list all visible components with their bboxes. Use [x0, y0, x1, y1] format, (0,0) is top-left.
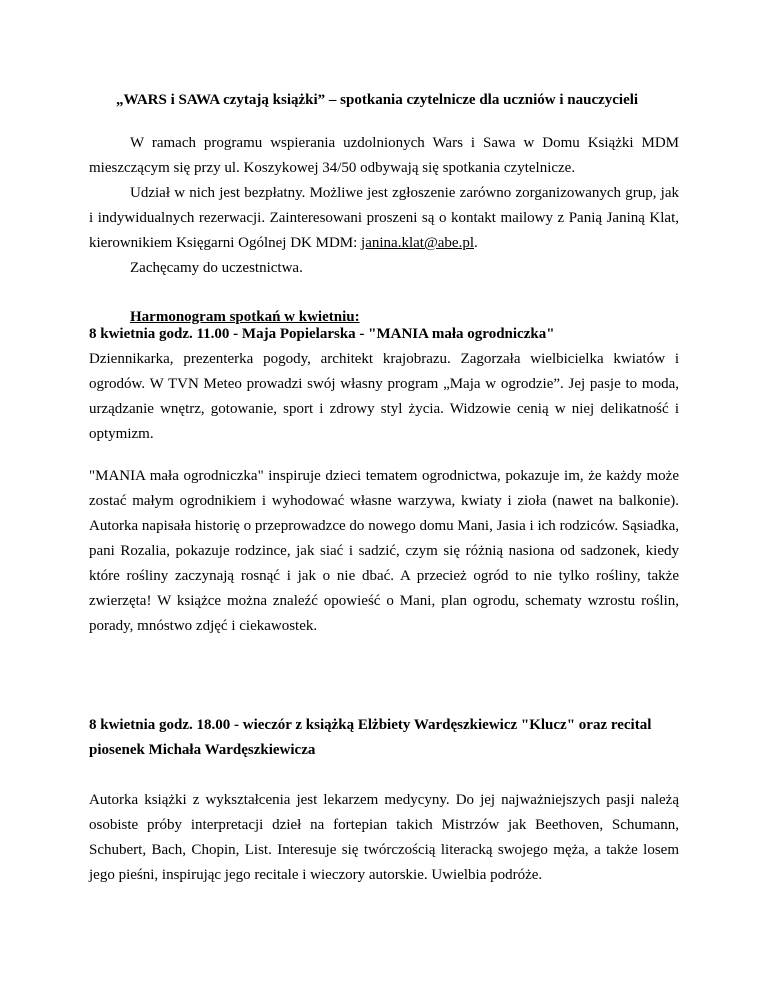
event2-bio: Autorka książki z wykształcenia jest lekarzem medycyny. Do jej najważniejszych pasji należą osobiste próby interpretacji dzieł na fortepian takich Mistrzów jak Beethoven, Schumann, Schubert, Bach, Chopin, List. Interesuje się twórczością literacką swojego męża, a także losem jego pieśni, inspirując jego recitale i wieczory autorskie. Uwielbia podróże.: [89, 792, 679, 883]
event1-bio: Dziennikarka, prezenterka pogody, architekt krajobrazu. Zagorzała wielbicielka kwiatów i ogrodów. W TVN Meteo prowadzi swój własny program „Maja w ogrodzie”. Jej pasje to moda, urządzanie wnętrz, gotowanie, sport i zdrowy styl życia. Widzowie cenią w niej delikatność i optymizm.: [89, 351, 679, 442]
contact-email-link[interactable]: janina.klat@abe.pl: [361, 235, 474, 251]
event1-book-description: "MANIA mała ogrodniczka" inspiruje dzieci tematem ogrodnictwa, pokazuje im, że każdy może zostać małym ogrodnikiem i wyhodować własne warzywa, kwiaty i zioła (nawet na balkonie). Autorka napisała historię o przeprowadzce do nowego domu Mani, Jasia i ich rodziców. Sąsiadka, pani Rozalia, pokazuje rodzince, jak siać i sadzić, czym się różnią nasiona od sadzonek, kiedy które rośliny zaczynają rosnąć i jak o nie dbać. A przecież ogród to nie tylko rośliny, także zwierzęta! W książce można znaleźć opowieść o Mani, plan ogrodu, schematy wzrostu roślin, porady, mnóstwo zdjęć i ciekawostek.: [89, 468, 679, 634]
document-title: „WARS i SAWA czytają książki” – spotkania czytelnicze dla uczniów i nauczycieli: [116, 92, 639, 108]
event1-heading: 8 kwietnia godz. 11.00 - Maja Popielarska - "MANIA mała ogrodniczka": [89, 326, 555, 342]
event2-heading: 8 kwietnia godz. 18.00 - wieczór z książką Elżbiety Wardęszkiewicz "Klucz" oraz recital piosenek Michała Wardęszkiewicza: [89, 717, 652, 758]
intro-paragraph-2-text: Udział w nich jest bezpłatny. Możliwe jest zgłoszenie zarówno zorganizowanych grup, jak i indywidualnych rezerwacji. Zainteresowani proszeni są o kontakt mailowy z Panią Janiną Klat, kierownikiem Księgarni Ogólnej DK MDM:: [89, 185, 679, 251]
intro-paragraph-3: Zachęcamy do uczestnictwa.: [130, 260, 303, 276]
intro-paragraph-2: [89, 181, 679, 256]
schedule-heading-text: Harmonogram spotkań w kwietniu:: [130, 309, 360, 325]
intro-paragraph-1: W ramach programu wspierania uzdolnionych Wars i Sawa w Domu Książki MDM mieszczącym się przy ul. Koszykowej 34/50 odbywają się spotkania czytelnicze.: [89, 135, 679, 176]
email-suffix: .: [474, 235, 478, 251]
